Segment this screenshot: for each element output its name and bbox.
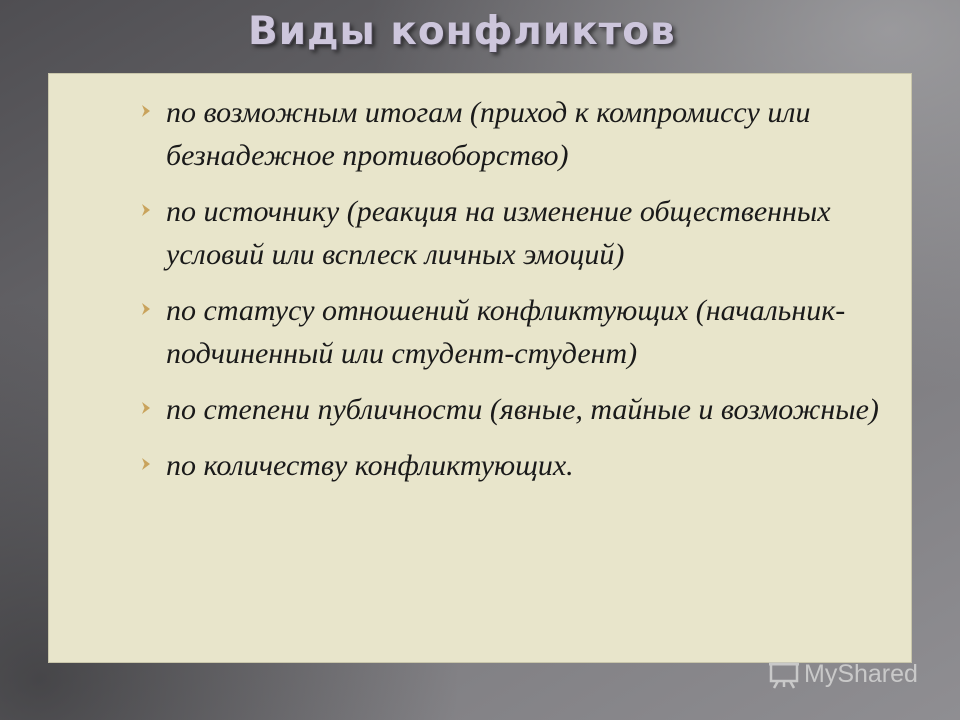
bullet-text: по возможным итогам (приход к компромиссу или безнадежное противоборство) (166, 96, 811, 172)
arrowhead-bullet-icon (142, 303, 150, 315)
bullet-text: по статусу отношений конфликтующих (начальник-подчиненный или студент-студент) (166, 294, 846, 370)
arrowhead-bullet-icon (142, 105, 150, 117)
slide-title: Виды конфликтов (248, 9, 676, 54)
bullet-text: по источнику (реакция на изменение общественных условий или всплеск личных эмоций) (166, 195, 831, 271)
myshared-watermark (768, 656, 948, 692)
bullet-list (118, 91, 898, 500)
presentation-board-icon (768, 658, 800, 690)
content-panel (48, 73, 912, 663)
bullet-item (118, 289, 898, 375)
bullet-item (118, 190, 898, 276)
bullet-text: по количеству конфликтующих. (166, 449, 574, 482)
arrowhead-bullet-icon (142, 402, 150, 414)
bullet-item (118, 388, 898, 431)
bullet-item (118, 91, 898, 177)
arrowhead-bullet-icon (142, 458, 150, 470)
bullet-item (118, 444, 898, 487)
arrowhead-bullet-icon (142, 204, 150, 216)
watermark-text: MyShared (804, 659, 918, 688)
bullet-text: по степени публичности (явные, тайные и возможные) (166, 393, 879, 426)
